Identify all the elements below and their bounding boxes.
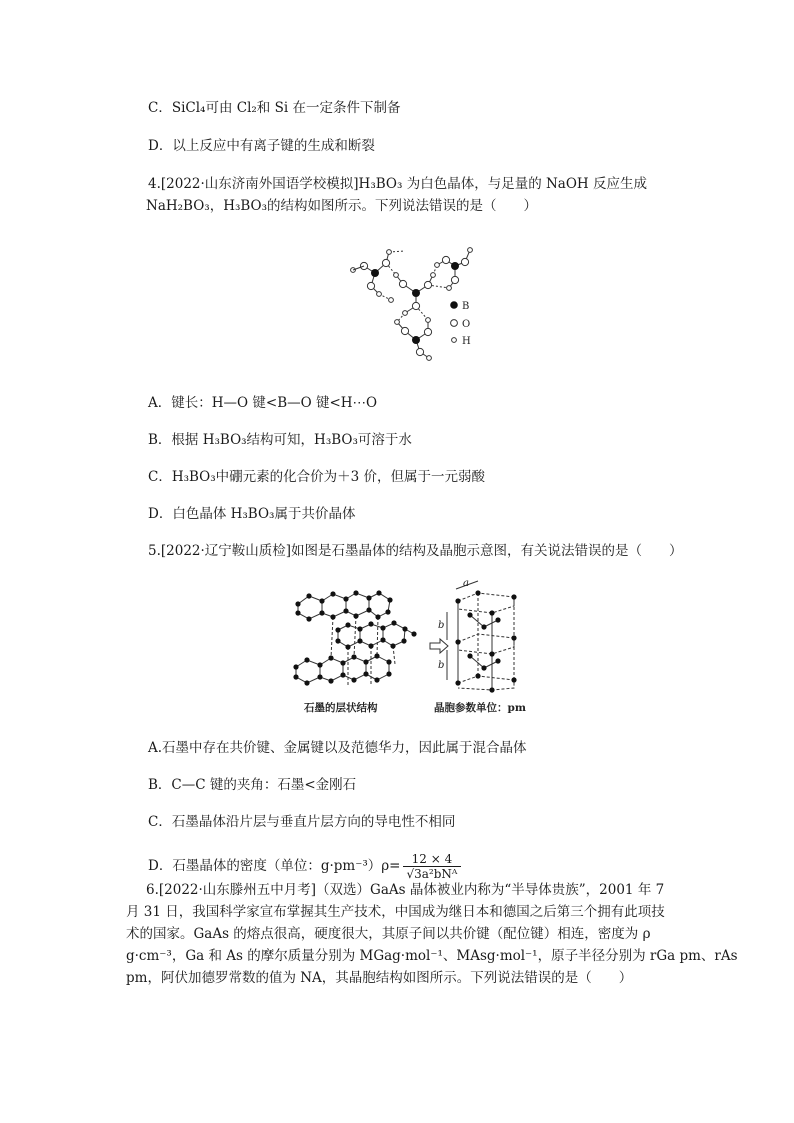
q6-stem-line1: 6.[2022·山东滕州五中月考]（双选）GaAs 晶体被业内称为“半导体贵族”，2001 年 7: [146, 882, 665, 898]
cell-param-a-label: a: [463, 578, 469, 589]
q4-stem: [148, 173, 653, 217]
density-denominator: √3a²bNᴬ: [406, 867, 458, 881]
q4-option-b: B．根据 H₃BO₃结构可知，H₃BO₃可溶于水: [148, 432, 412, 448]
q5-stem: 5.[2022·辽宁鞍山质检]如图是石墨晶体的结构及晶胞示意图，有关说法错误的是（ ）: [148, 543, 683, 559]
q3-option-c: C．SiCl₄可由 Cl₂和 Si 在一定条件下制备: [148, 100, 401, 116]
q4-option-a: A．键长：H—O 键<B—O 键<H⋯O: [148, 395, 378, 411]
unit-cell-caption: 晶胞参数单位：pm: [434, 702, 526, 714]
q5-option-d: [148, 850, 461, 882]
q4-stem-line2: NaH₂BO₃，H₃BO₃的结构如图所示。下列说法错误的是（ ）: [146, 198, 538, 214]
q6-stem: [126, 879, 738, 989]
cell-param-b-label-upper: b: [438, 620, 445, 631]
q3-option-d: D．以上反应中有离子键的生成和断裂: [148, 138, 375, 154]
h3bo3-structure-figure: [340, 236, 480, 366]
q6-stem-line2: 月 31 日，我国科学家宣布掌握其生产技术，中国成为继日本和德国之后第三个拥有此项技: [126, 904, 665, 920]
density-fraction: [403, 852, 462, 881]
graphite-structure-figure: [288, 576, 528, 716]
q5-option-d-text: D．石墨晶体的密度（单位：g·pm⁻³）ρ=: [148, 858, 401, 874]
graphite-layer-caption: 石墨的层状结构: [304, 702, 378, 714]
q6-stem-line3: 术的国家。GaAs 的熔点很高，硬度很大，其原子间以共价键（配位键）相连，密度为 ρ: [126, 926, 651, 942]
q5-option-a: A.石墨中存在共价键、金属键以及范德华力，因此属于混合晶体: [148, 740, 527, 756]
q4-stem-line1: 4.[2022·山东济南外国语学校模拟]H₃BO₃ 为白色晶体，与足量的 NaOH 反应生成: [148, 176, 647, 192]
legend-h-label: H: [462, 336, 471, 347]
legend-o-label: O: [462, 319, 471, 330]
q6-stem-line5: pm，阿伏加德罗常数的值为 NA，其晶胞结构如图所示。下列说法错误的是（ ）: [126, 970, 633, 986]
density-numerator: 12 × 4: [403, 852, 462, 867]
q4-option-c: C．H₃BO₃中硼元素的化合价为＋3 价，但属于一元弱酸: [148, 469, 486, 485]
q5-option-b: B．C—C 键的夹角：石墨<金刚石: [148, 777, 357, 793]
q5-option-c: C．石墨晶体沿片层与垂直片层方向的导电性不相同: [148, 814, 456, 830]
legend-b-label: B: [462, 301, 470, 312]
q6-stem-line4: g·cm⁻³，Ga 和 As 的摩尔质量分别为 MGag·mol⁻¹、MAsg·mol⁻¹，原子半径分别为 rGa pm、rAs: [126, 948, 738, 964]
q4-option-d: D．白色晶体 H₃BO₃属于共价晶体: [148, 506, 356, 522]
cell-param-b-label-lower: b: [438, 660, 445, 671]
